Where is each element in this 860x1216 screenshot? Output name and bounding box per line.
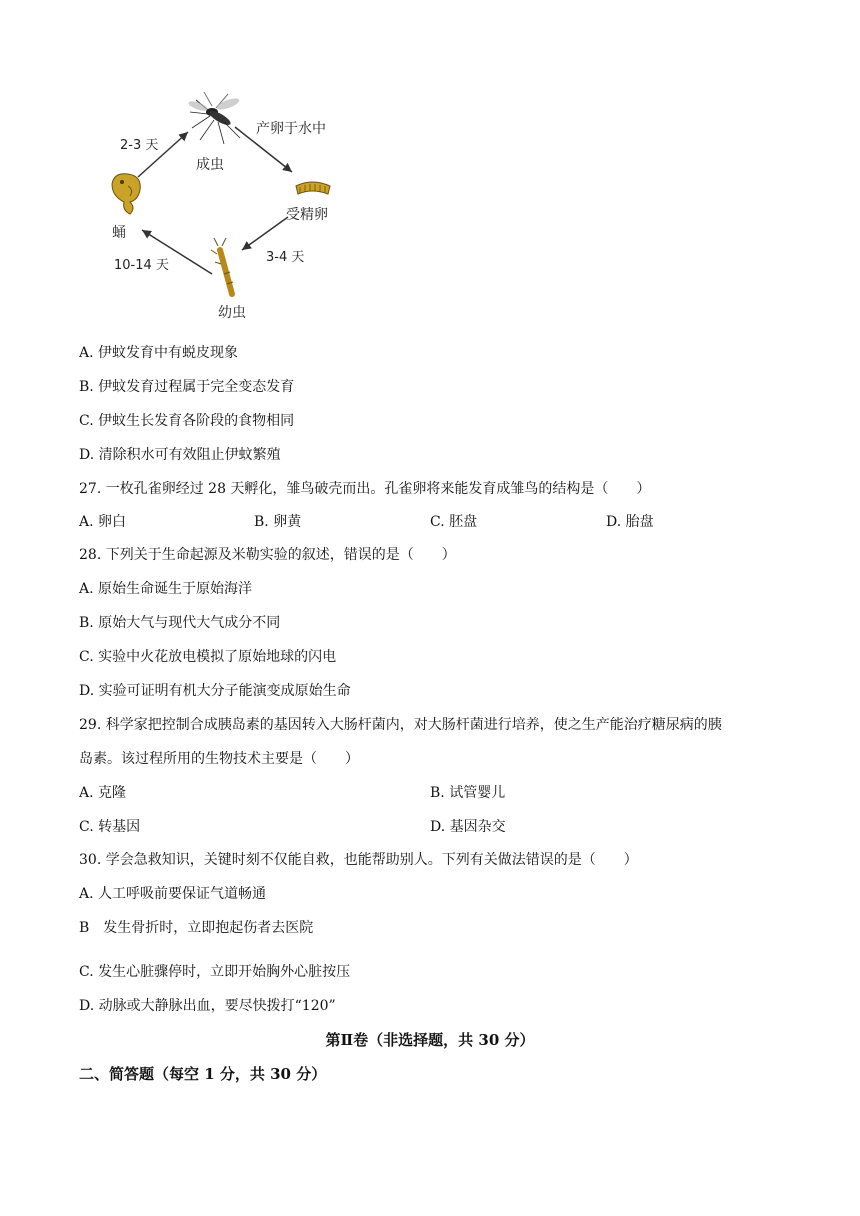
q26-option-b: B. 伊蚊发育过程属于完全变态发育 xyxy=(79,379,295,395)
egg-icon xyxy=(296,182,330,194)
q27-stem: 27. 一枚孔雀卵经过 28 天孵化，雏鸟破壳而出。孔雀卵将来能发育成雏鸟的结构是（ ） xyxy=(79,481,651,497)
q29-option-c: C. 转基因 xyxy=(79,819,141,835)
q27-option-a: A. 卵白 xyxy=(79,514,127,530)
stage-label-adult: 成虫 xyxy=(196,157,224,173)
arrow-label-larva-to-pupa: 10-14 天 xyxy=(114,258,169,273)
section2-heading: 二、简答题（每空 1 分，共 30 分） xyxy=(79,1065,327,1083)
stage-label-pupa: 蛹 xyxy=(112,225,126,241)
arrow-label-adult-to-egg: 产卵于水中 xyxy=(256,121,326,137)
q29-option-d: D. 基因杂交 xyxy=(430,819,506,835)
arrow-label-egg-to-larva: 3-4 天 xyxy=(266,250,305,265)
q30-option-a: A. 人工呼吸前要保证气道畅通 xyxy=(79,886,267,902)
adult-mosquito-icon xyxy=(187,92,240,144)
q30-option-c: C. 发生心脏骤停时，立即开始胸外心脏按压 xyxy=(79,964,351,980)
arrow-label-pupa-to-adult: 2-3 天 xyxy=(120,138,159,153)
q28-option-c: C. 实验中火花放电模拟了原始地球的闪电 xyxy=(79,649,337,665)
q29-stem-line1: 29. 科学家把控制合成胰岛素的基因转入大肠杆菌内，对大肠杆菌进行培养，使之生产能治疗糖尿病的胰 xyxy=(79,717,722,733)
q26-option-a: A. 伊蚊发育中有蜕皮现象 xyxy=(79,345,239,361)
q29-option-a: A. 克隆 xyxy=(79,785,127,801)
q27-option-b: B. 卵黄 xyxy=(254,514,302,530)
stage-label-larva: 幼虫 xyxy=(218,305,246,321)
q27-option-d: D. 胎盘 xyxy=(606,514,654,530)
pupa-icon xyxy=(112,174,140,214)
larva-icon xyxy=(211,238,233,294)
q28-option-b: B. 原始大气与现代大气成分不同 xyxy=(79,615,281,631)
q26-option-c: C. 伊蚊生长发育各阶段的食物相同 xyxy=(79,413,295,429)
stage-label-egg: 受精卵 xyxy=(286,207,328,223)
mosquito-life-cycle-diagram xyxy=(100,82,360,332)
q26-option-d: D. 清除积水可有效阻止伊蚊繁殖 xyxy=(79,447,281,463)
q27-option-c: C. 胚盘 xyxy=(430,514,478,530)
q29-option-b: B. 试管婴儿 xyxy=(430,785,506,801)
q30-option-b: B 发生骨折时，立即抱起伤者去医院 xyxy=(79,920,314,936)
q29-stem-line2: 岛素。该过程所用的生物技术主要是（ ） xyxy=(79,751,359,767)
q30-stem: 30. 学会急救知识，关键时刻不仅能自救，也能帮助别人。下列有关做法错误的是（ ） xyxy=(79,852,638,868)
q28-option-d: D. 实验可证明有机大分子能演变成原始生命 xyxy=(79,683,351,699)
section-title: 第Ⅱ卷（非选择题，共 30 分） xyxy=(325,1031,535,1049)
q28-stem: 28. 下列关于生命起源及米勒实验的叙述，错误的是（ ） xyxy=(79,547,456,563)
q30-option-d: D. 动脉或大静脉出血，要尽快拨打“120” xyxy=(79,998,336,1014)
q28-option-a: A. 原始生命诞生于原始海洋 xyxy=(79,581,253,597)
